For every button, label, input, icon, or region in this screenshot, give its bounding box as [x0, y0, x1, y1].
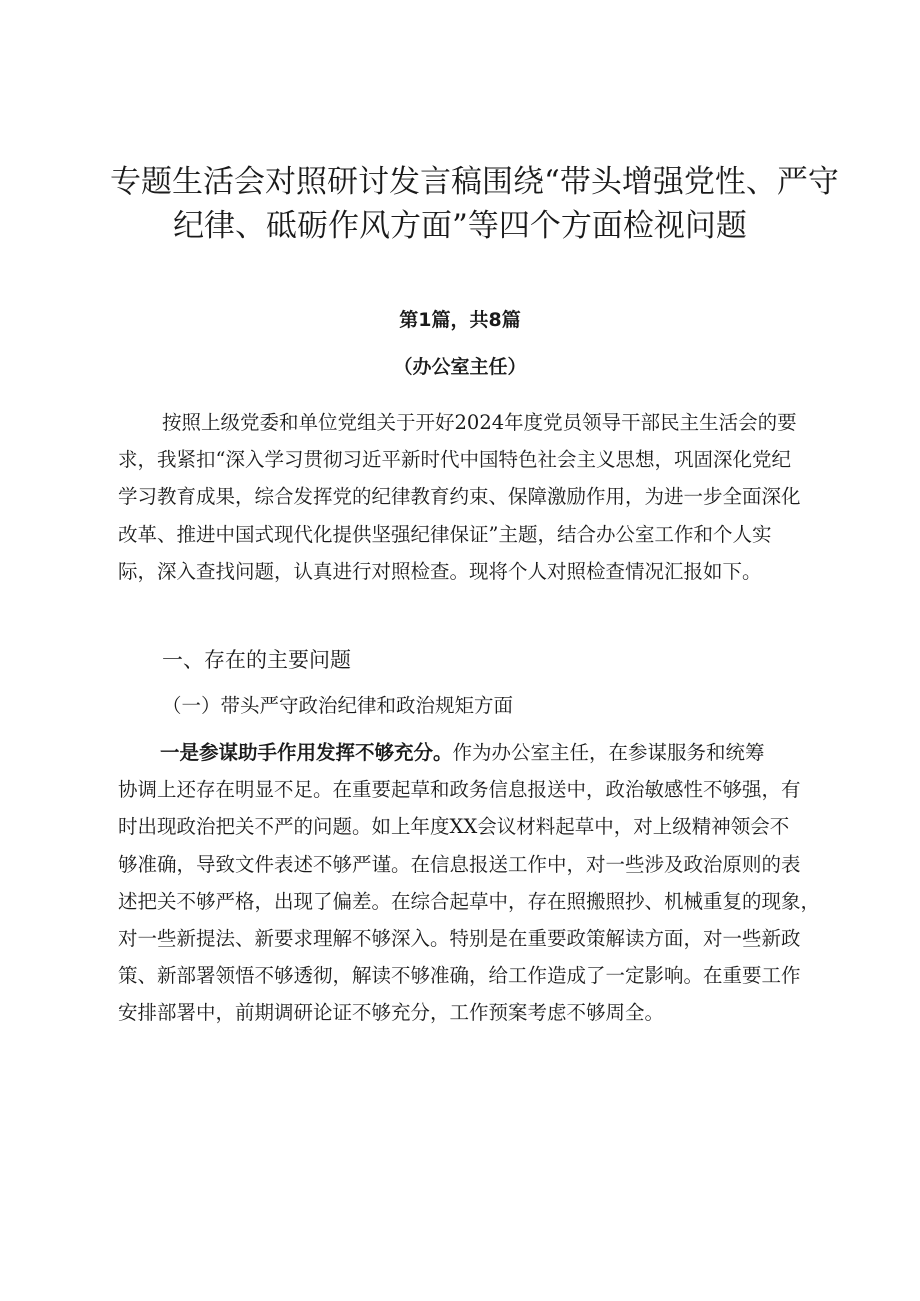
paragraph-line: 学习教育成果，综合发挥党的纪律教育约束、保障激励作用，为进一步全面深化 [118, 485, 801, 509]
section-heading: 一、存在的主要问题 [162, 648, 351, 672]
point-first-line-text: 作为办公室主任，在参谋服务和统筹 [452, 741, 765, 764]
paragraph-line: 改革、推进中国式现代化提供坚强纪律保证”主题，结合办公室工作和个人实 [118, 522, 772, 546]
paragraph-line: 协调上还存在明显不足。在重要起草和政务信息报送中，政治敏感性不够强，有 [118, 778, 801, 802]
paragraph-line: 时出现政治把关不严的问题。如上年度XX会议材料起草中，对上级精神领会不 [118, 815, 790, 839]
point-lead: 一是参谋助手作用发挥不够充分。 [160, 741, 453, 764]
point-paragraph [118, 734, 821, 1032]
title-line: 纪律、砥砺作风方面”等四个方面检视问题 [173, 208, 747, 244]
subsection-heading: （一）带头严守政治纪律和政治规矩方面 [162, 694, 514, 717]
paragraph-line: 述把关不够严格，出现了偏差。在综合起草中，存在照搬照抄、机械重复的现象， [118, 889, 821, 913]
paragraph-line: 够准确，导致文件表述不够严谨。在信息报送工作中，对一些涉及政治原则的表 [118, 852, 801, 876]
intro-paragraph [118, 404, 818, 590]
paragraph-line: 对一些新提法、新要求理解不够深入。特别是在重要政策解读方面，对一些新政 [118, 927, 801, 951]
paragraph-line: 按照上级党委和单位党组关于开好2024年度党员领导干部民主生活会的要 [162, 411, 797, 434]
title-line: 专题生活会对照研讨发言稿围绕“带头增强党性、严守 [110, 164, 839, 200]
author-role: （办公室主任） [393, 356, 527, 378]
paragraph-line: 际，深入查找问题，认真进行对照检查。现将个人对照检查情况汇报如下。 [118, 559, 762, 583]
document-title [110, 160, 839, 248]
paragraph-line: 策、新部署领悟不够透彻，解读不够准确，给工作造成了一定影响。在重要工作 [118, 964, 801, 988]
paragraph-line: 求，我紧扣“深入学习贯彻习近平新时代中国特色社会主义思想，巩固深化党纪 [118, 448, 791, 472]
paragraph-line [118, 734, 818, 771]
part-label: 第1篇，共8篇 [399, 309, 521, 331]
paragraph-line: 安排部署中，前期调研论证不够充分，工作预案考虑不够周全。 [118, 1001, 665, 1025]
